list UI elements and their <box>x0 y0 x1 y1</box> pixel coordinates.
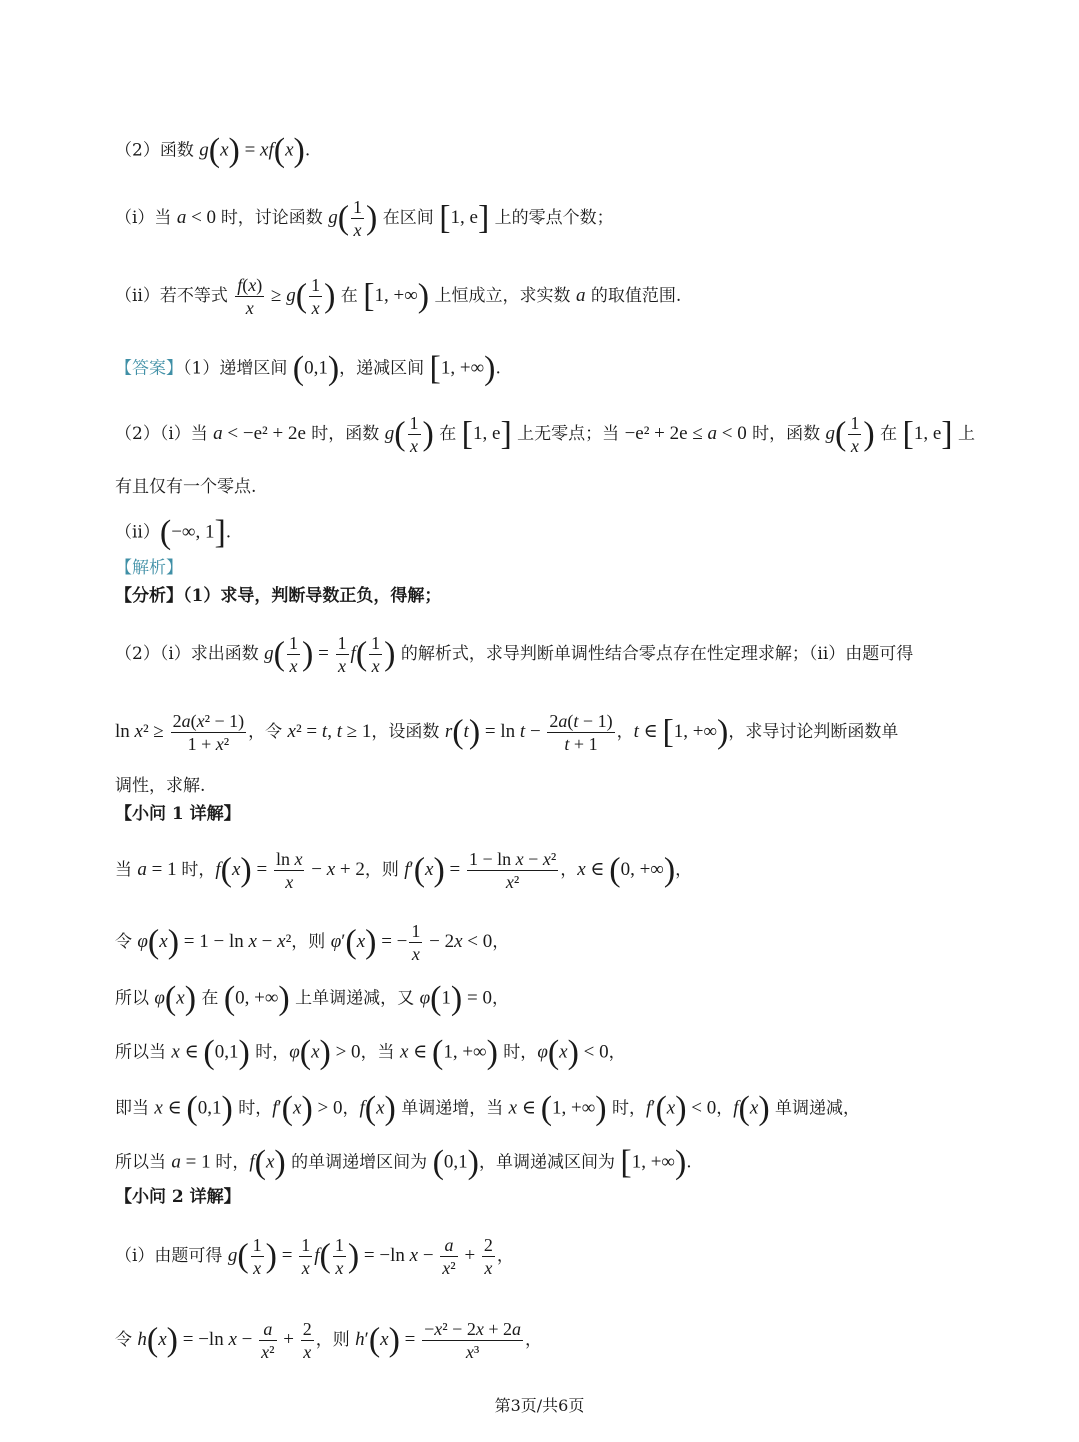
solution-line-4: 所以当 x ∈ (0,1) 时，φ(x) > 0，当 x ∈ (1, +∞) 时，φ(x) < 0， <box>115 1034 626 1071</box>
page-footer: 第3页/共6页 <box>494 1396 585 1415</box>
solution-line-7: （i）由题可得 g( $\frac{1}{x}$ ) = $\frac{1}{x}$ f( $\frac{1}{x}$ ) = −ln x − $\frac{a}{\text{x²}}$ + $\frac{2}{x}$ ， <box>115 1235 514 1278</box>
analysis-line-4: 调性，求解. <box>115 776 206 796</box>
analysis-line-2: （2）（i）求出函数 g( $\frac{1}{x}$ ) = $\frac{1}{x}$ f( $\frac{1}{x}$ ) 的解析式，求导判断单调性结合零点存在性定理求解；（ii）由题可得 <box>115 633 914 676</box>
question-2-line: （2）函数 g(x) = xf(x). <box>115 132 311 169</box>
answer-label: 【答案】 <box>115 358 183 379</box>
question-2i-line: （ⅰ）当 a < 0 时，讨论函数 g( $\frac{1}{x}$ ) 在区间 [1, e] 上的零点个数； <box>115 197 614 240</box>
answer-line-2b: 有且仅有一个零点. <box>115 477 257 497</box>
solution-line-6: 所以当 a = 1 时，f(x) 的单调递增区间为 (0,1)，单调递减区间为 [1, +∞). <box>115 1144 692 1181</box>
analysis-label: 【解析】 <box>115 558 183 578</box>
solution-line-1: 当 a = 1 时，f(x) = $\frac{\text{ln x}}{x}$ − x + 2，则 f′(x) = $\frac{\text{1 − ln x − x²}}{\text{x²}}$ ，x ∈ (0, +∞)， <box>115 849 693 892</box>
solution-line-5: 即当 x ∈ (0,1) 时，f′(x) > 0，f(x) 单调递增，当 x ∈ (1, +∞) 时，f′(x) < 0，f(x) 单调递减， <box>115 1090 861 1127</box>
solution-line-2: 令 φ(x) = 1 − ln x − x²，则 φ′(x) = − $\frac{1}{x}$ − 2x < 0， <box>115 921 510 964</box>
answer-line-2: （2）（i）当 a < −e² + 2e 时，函数 g( $\frac{1}{x}$ ) 在 [1, e] 上无零点；当 −e² + 2e ≤ a < 0 时，函数 g( $\frac{1}{x}$ ) 在 [1, e] 上 <box>115 413 975 456</box>
analysis-line-3: ln x² ≥ $\frac{\text{2a(x² − 1)}}{\text{1 + x²}}$ ，令 x² = t, t ≥ 1，设函数 r(t) = ln t − $\frac{2a(t - 1)}{t + 1}$ ，t ∈ [1, +∞)，求导讨论判断函数单 <box>115 711 899 754</box>
solution-line-3: 所以 φ(x) 在 (0, +∞) 上单调递减，又 φ(1) = 0， <box>115 980 509 1017</box>
subquestion-2-label: 【小问 2 详解】 <box>115 1187 241 1207</box>
answer-line-3: （ii）(−∞, 1]. <box>115 514 232 551</box>
analysis-line-1: 【分析】（1）求导，判断导数正负，得解； <box>115 586 442 606</box>
subquestion-1-label: 【小问 1 详解】 <box>115 804 241 824</box>
question-2ii-line: （ⅱ）若不等式 $\frac{f(x)}{x}$ ≥ g( $\frac{1}{x}$ ) 在 [1, +∞) 上恒成立，求实数 a 的取值范围. <box>115 275 682 318</box>
solution-line-8: 令 h(x) = −ln x − $\frac{a}{\text{x²}}$ + $\frac{2}{x}$ ，则 h′(x) = $\frac{\text{−x² − 2x + 2a}}{\text{x³}}$ ， <box>115 1319 542 1362</box>
answer-line-1: 【答案】（1）递增区间 (0,1)，递减区间 [1, +∞). <box>115 350 501 387</box>
